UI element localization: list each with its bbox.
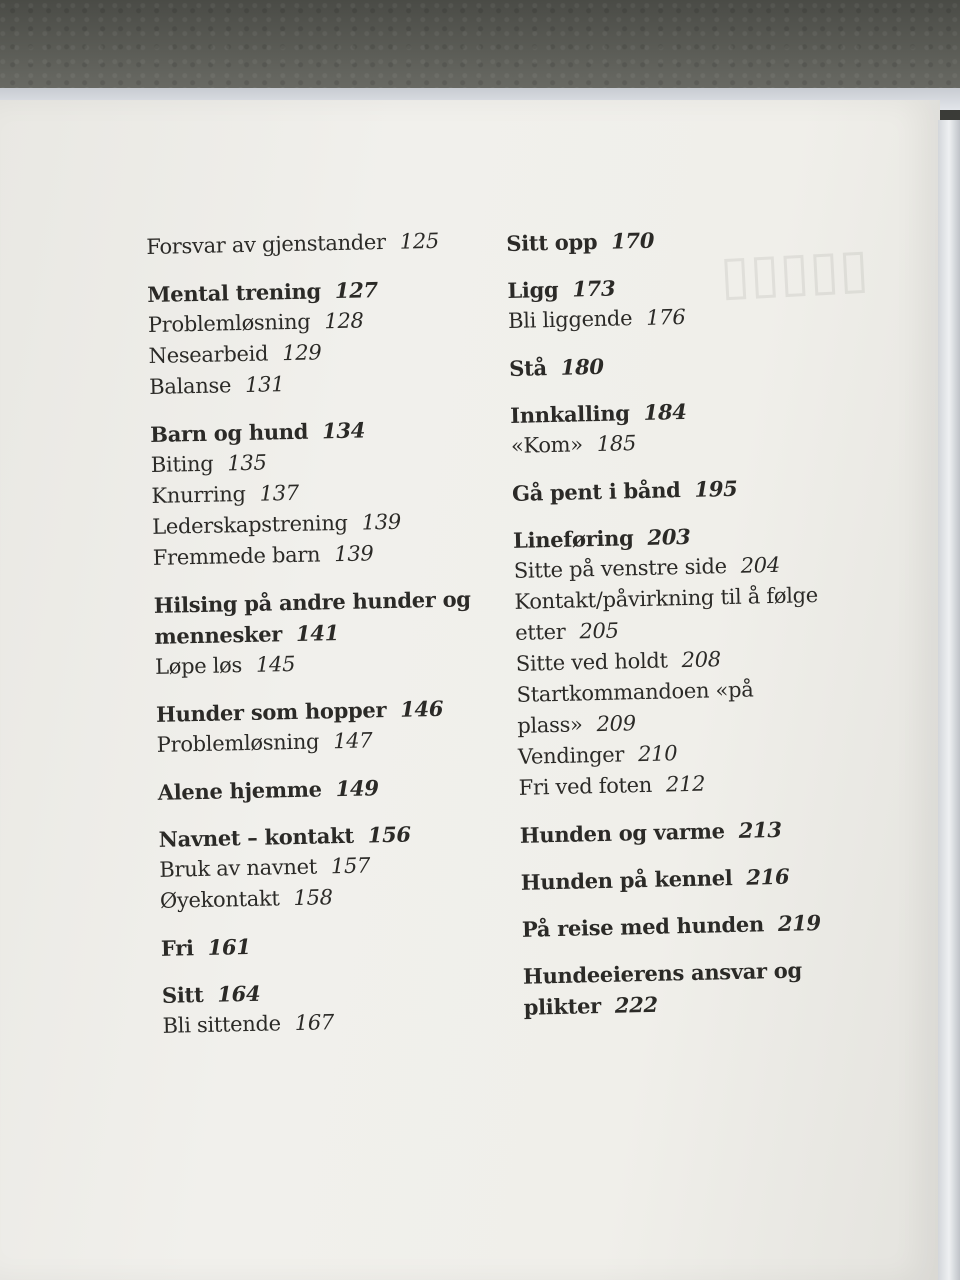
page-number: 170 xyxy=(610,227,655,254)
page-number: 139 xyxy=(334,541,374,567)
entry-title: Stå xyxy=(508,355,548,381)
toc-section-entry xyxy=(511,423,852,462)
entry-title: Sitt opp xyxy=(506,228,598,256)
page-number: 134 xyxy=(321,417,366,444)
page-number: 176 xyxy=(645,304,686,330)
page-number: 219 xyxy=(777,910,822,937)
toc-chapter-entry xyxy=(522,906,863,945)
toc-section-entry xyxy=(516,672,857,742)
book-spine xyxy=(938,120,960,1280)
page-number: 213 xyxy=(738,816,782,843)
entry-title: Problemløsning xyxy=(147,309,311,337)
toc-chapter-entry xyxy=(509,345,850,384)
page-number: 185 xyxy=(596,431,637,456)
entry-title: Forsvar av gjenstander xyxy=(146,229,387,259)
page-number: 222 xyxy=(614,991,659,1018)
entry-title: Ligg xyxy=(507,276,559,303)
toc-section-entry xyxy=(508,298,849,337)
toc-chapter-entry xyxy=(157,770,488,808)
page-number: 180 xyxy=(560,353,604,380)
page-number: 209 xyxy=(596,711,637,737)
page-number: 139 xyxy=(361,509,402,535)
entry-title: «Kom» xyxy=(510,432,584,458)
entry-title: Balanse xyxy=(148,373,232,399)
entry-title: Hunden på kennel xyxy=(520,865,733,895)
entry-title: Biting xyxy=(150,451,214,477)
page-number: 128 xyxy=(324,308,364,334)
entry-title: Sitte på venstre side xyxy=(513,554,727,583)
entry-title: Sitt xyxy=(161,981,204,1008)
page-number: 203 xyxy=(647,523,691,550)
toc-chapter-entry xyxy=(153,583,484,652)
page-number: 216 xyxy=(746,863,790,890)
entry-title: Startkommandoen «på plass» xyxy=(516,677,754,738)
entry-title: Vendinger xyxy=(517,742,625,769)
toc-chapter-entry xyxy=(523,953,864,1023)
entry-title: Hunder som hopper xyxy=(155,697,387,727)
toc-section-entry xyxy=(153,536,484,574)
page-number: 212 xyxy=(665,771,706,797)
page-number: 167 xyxy=(294,1010,335,1036)
entry-title: Barn og hund xyxy=(149,418,309,447)
page-number: 210 xyxy=(637,741,678,767)
page-number: 205 xyxy=(579,618,619,644)
page-number: 145 xyxy=(255,651,296,677)
page-number: 149 xyxy=(335,775,379,802)
toc-chapter-entry xyxy=(506,220,847,259)
toc-chapter-entry xyxy=(519,812,860,851)
entry-title: Bruk av navnet xyxy=(159,854,318,882)
page-number: 184 xyxy=(643,398,687,425)
toc-chapter-entry xyxy=(512,470,853,509)
entry-title: Hunden og varme xyxy=(519,818,725,848)
entry-title: Gå pent i bånd xyxy=(511,477,681,506)
page-number: 156 xyxy=(367,821,411,848)
entry-title: Hundeeierens ansvar og plikter xyxy=(522,957,803,1020)
page-number: 141 xyxy=(295,620,340,646)
entry-title: Øyekontakt xyxy=(159,886,280,913)
entry-title: Fremmede barn xyxy=(152,542,321,570)
entry-title: Innkalling xyxy=(509,400,630,428)
page-number: 195 xyxy=(694,475,738,502)
toc-section-entry xyxy=(160,879,491,917)
entry-title: Sitte ved holdt xyxy=(515,648,668,676)
page-number: 147 xyxy=(332,728,373,754)
page-number: 173 xyxy=(572,275,616,302)
entry-title: Lederskapstrening xyxy=(151,510,348,539)
entry-title: Kontakt/påvirkning til å følge etter xyxy=(514,583,819,645)
page-number: 204 xyxy=(740,552,781,578)
entry-title: Hilsing på andre hunder og mennesker xyxy=(153,586,471,649)
entry-title: Navnet – kontakt xyxy=(158,822,354,852)
page-number: 125 xyxy=(399,228,440,254)
entry-title: Nesearbeid xyxy=(148,341,269,368)
page-number: 146 xyxy=(399,695,444,722)
page-number: 157 xyxy=(330,853,371,879)
entry-title: Fri xyxy=(160,935,194,961)
toc-left-column xyxy=(146,225,493,1042)
toc-section-entry xyxy=(155,645,486,683)
page-number: 164 xyxy=(217,980,261,1007)
show-through-text: ▯▯▯▯▯ xyxy=(718,238,871,306)
toc-section-entry xyxy=(156,723,487,761)
entry-title: På reise med hunden xyxy=(521,911,765,942)
page-number: 129 xyxy=(281,340,322,366)
page-number: 131 xyxy=(244,372,285,397)
toc-chapter-entry xyxy=(520,859,861,898)
entry-title: Alene hjemme xyxy=(157,776,322,805)
entry-title: Bli sittende xyxy=(162,1011,281,1038)
page-number: 158 xyxy=(293,885,333,911)
toc-section-entry xyxy=(514,579,855,649)
page-number: 127 xyxy=(334,277,379,304)
toc-chapter-entry xyxy=(161,926,492,964)
entry-title: Lineføring xyxy=(512,525,634,553)
background-wall xyxy=(0,0,960,95)
page-number: 135 xyxy=(227,450,267,476)
entry-title: Knurring xyxy=(151,481,246,508)
entry-title: Mental trening xyxy=(147,278,322,307)
toc-right-column xyxy=(506,220,864,1023)
toc-section-entry xyxy=(518,765,859,804)
entry-title: Problemløsning xyxy=(156,729,320,757)
page-number: 161 xyxy=(207,933,251,960)
page-number: 137 xyxy=(259,480,300,506)
entry-title: Fri ved foten xyxy=(518,772,653,800)
entry-title: Løpe løs xyxy=(154,653,243,679)
entry-title: Bli liggende xyxy=(507,306,633,333)
toc-section-entry xyxy=(146,225,477,263)
toc-section-entry xyxy=(149,365,480,403)
page-number: 208 xyxy=(681,647,722,673)
